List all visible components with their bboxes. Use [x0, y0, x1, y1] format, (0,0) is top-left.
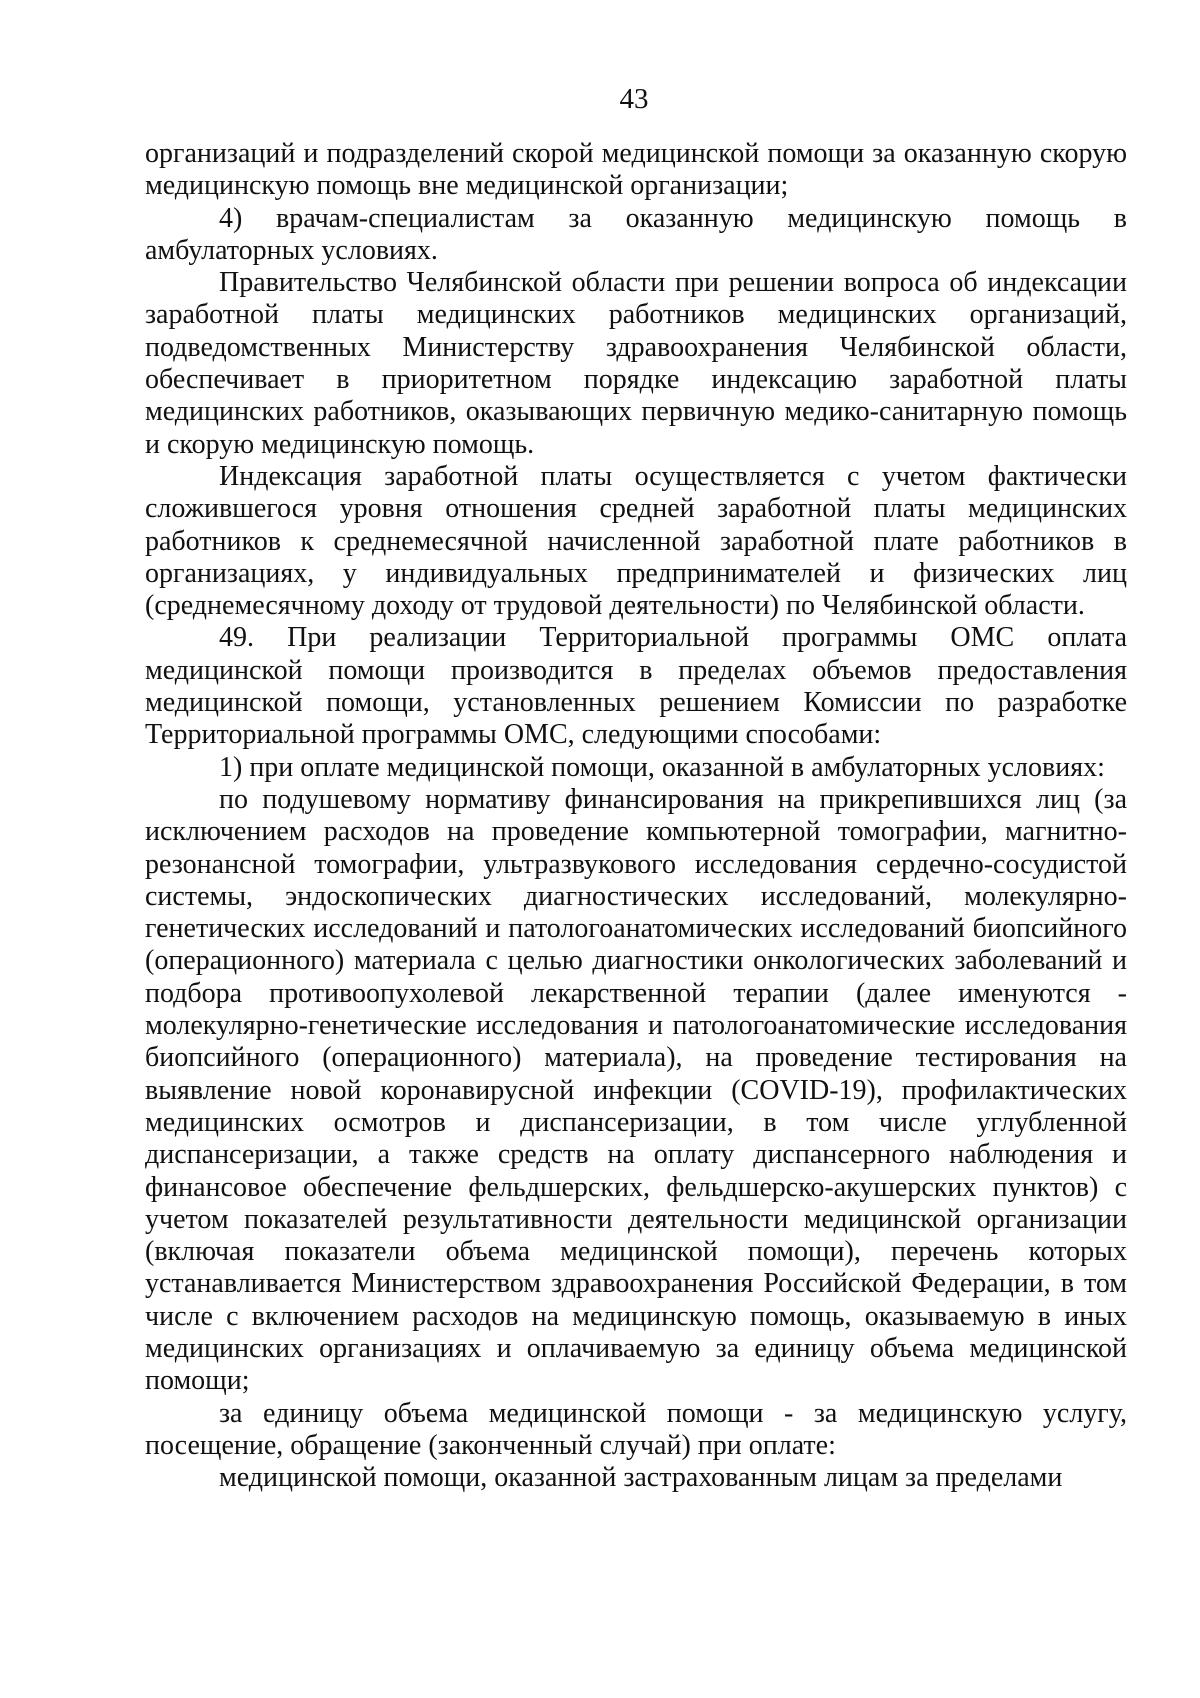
paragraph-item-1-outpatient: 1) при оплате медицинской помощи, оказанной в амбулаторных условиях:	[219, 751, 1105, 783]
paragraph-per-unit-volume: за единицу объема медицинской помощи - за медицинскую услугу, посещение, обращение (законченный случай) при оплате:	[145, 1397, 1127, 1461]
paragraph-per-capita-norm: по подушевому нормативу финансирования на прикрепившихся лиц (за исключением расходов на проведение компьютерной томографии, магнитно-резонансной томографии, ультразвукового исследования сердечно-сосудистой системы, эндоскопических диагностических исследований, молекулярно-генетических исследований и патологоанатомических исследований биопсийного (операционного) материала с целью диагностики онкологических заболеваний и подбора противоопухолевой лекарственной терапии (далее именуются - молекулярно-генетические исследования и патологоанатомические исследования биопсийного (операционного) материала), на проведение тестирования на выявление новой коронавирусной инфекции (COVID-19), профилактических медицинских осмотров и диспансеризации, в том числе углубленной диспансеризации, а также средств на оплату диспансерного наблюдения и финансовое обеспечение фельдшерских, фельдшерско-акушерских пунктов) с учетом показателей результативности деятельности медицинской организации (включая показатели объема медицинской помощи), перечень которых устанавливается Министерством здравоохранения Российской Федерации, в том числе с включением расходов на медицинскую помощь, оказываемую в иных медицинских организациях и оплачиваемую за единицу объема медицинской помощи;	[145, 783, 1127, 1397]
paragraph-insured-outside: медицинской помощи, оказанной застрахованным лицам за пределами	[219, 1462, 1063, 1494]
paragraph-section-49: 49. При реализации Территориальной программы ОМС оплата медицинской помощи производится в пределах объемов предоставления медицинской помощи, установленных решением Комиссии по разработке Территориальной программы ОМС, следующими способами:	[145, 622, 1127, 751]
paragraph-indexation-basis: Индексация заработной платы осуществляется с учетом фактически сложившегося уровня отношения средней заработной платы медицинских работников к среднемесячной начисленной заработной плате работников в организациях, у индивидуальных предпринимателей и физических лиц (среднемесячному доходу от трудовой деятельности) по Челябинской области.	[145, 460, 1127, 622]
paragraph-government-indexation: Правительство Челябинской области при решении вопроса об индексации заработной платы медицинских работников медицинских организаций, подведомственных Министерству здравоохранения Челябинской области, обеспечивает в приоритетном порядке индексацию заработной платы медицинских работников, оказывающих первичную медико-санитарную помощь и скорую медицинскую помощь.	[145, 267, 1127, 460]
paragraph-continuation: организаций и подразделений скорой медицинской помощи за оказанную скорую медицинскую помощь вне медицинской организации;	[145, 138, 1127, 202]
page-number: 43	[619, 83, 649, 115]
paragraph-item-4: 4) врачам-специалистам за оказанную медицинскую помощь в амбулаторных условиях.	[145, 202, 1127, 266]
document-body	[145, 138, 1127, 1494]
